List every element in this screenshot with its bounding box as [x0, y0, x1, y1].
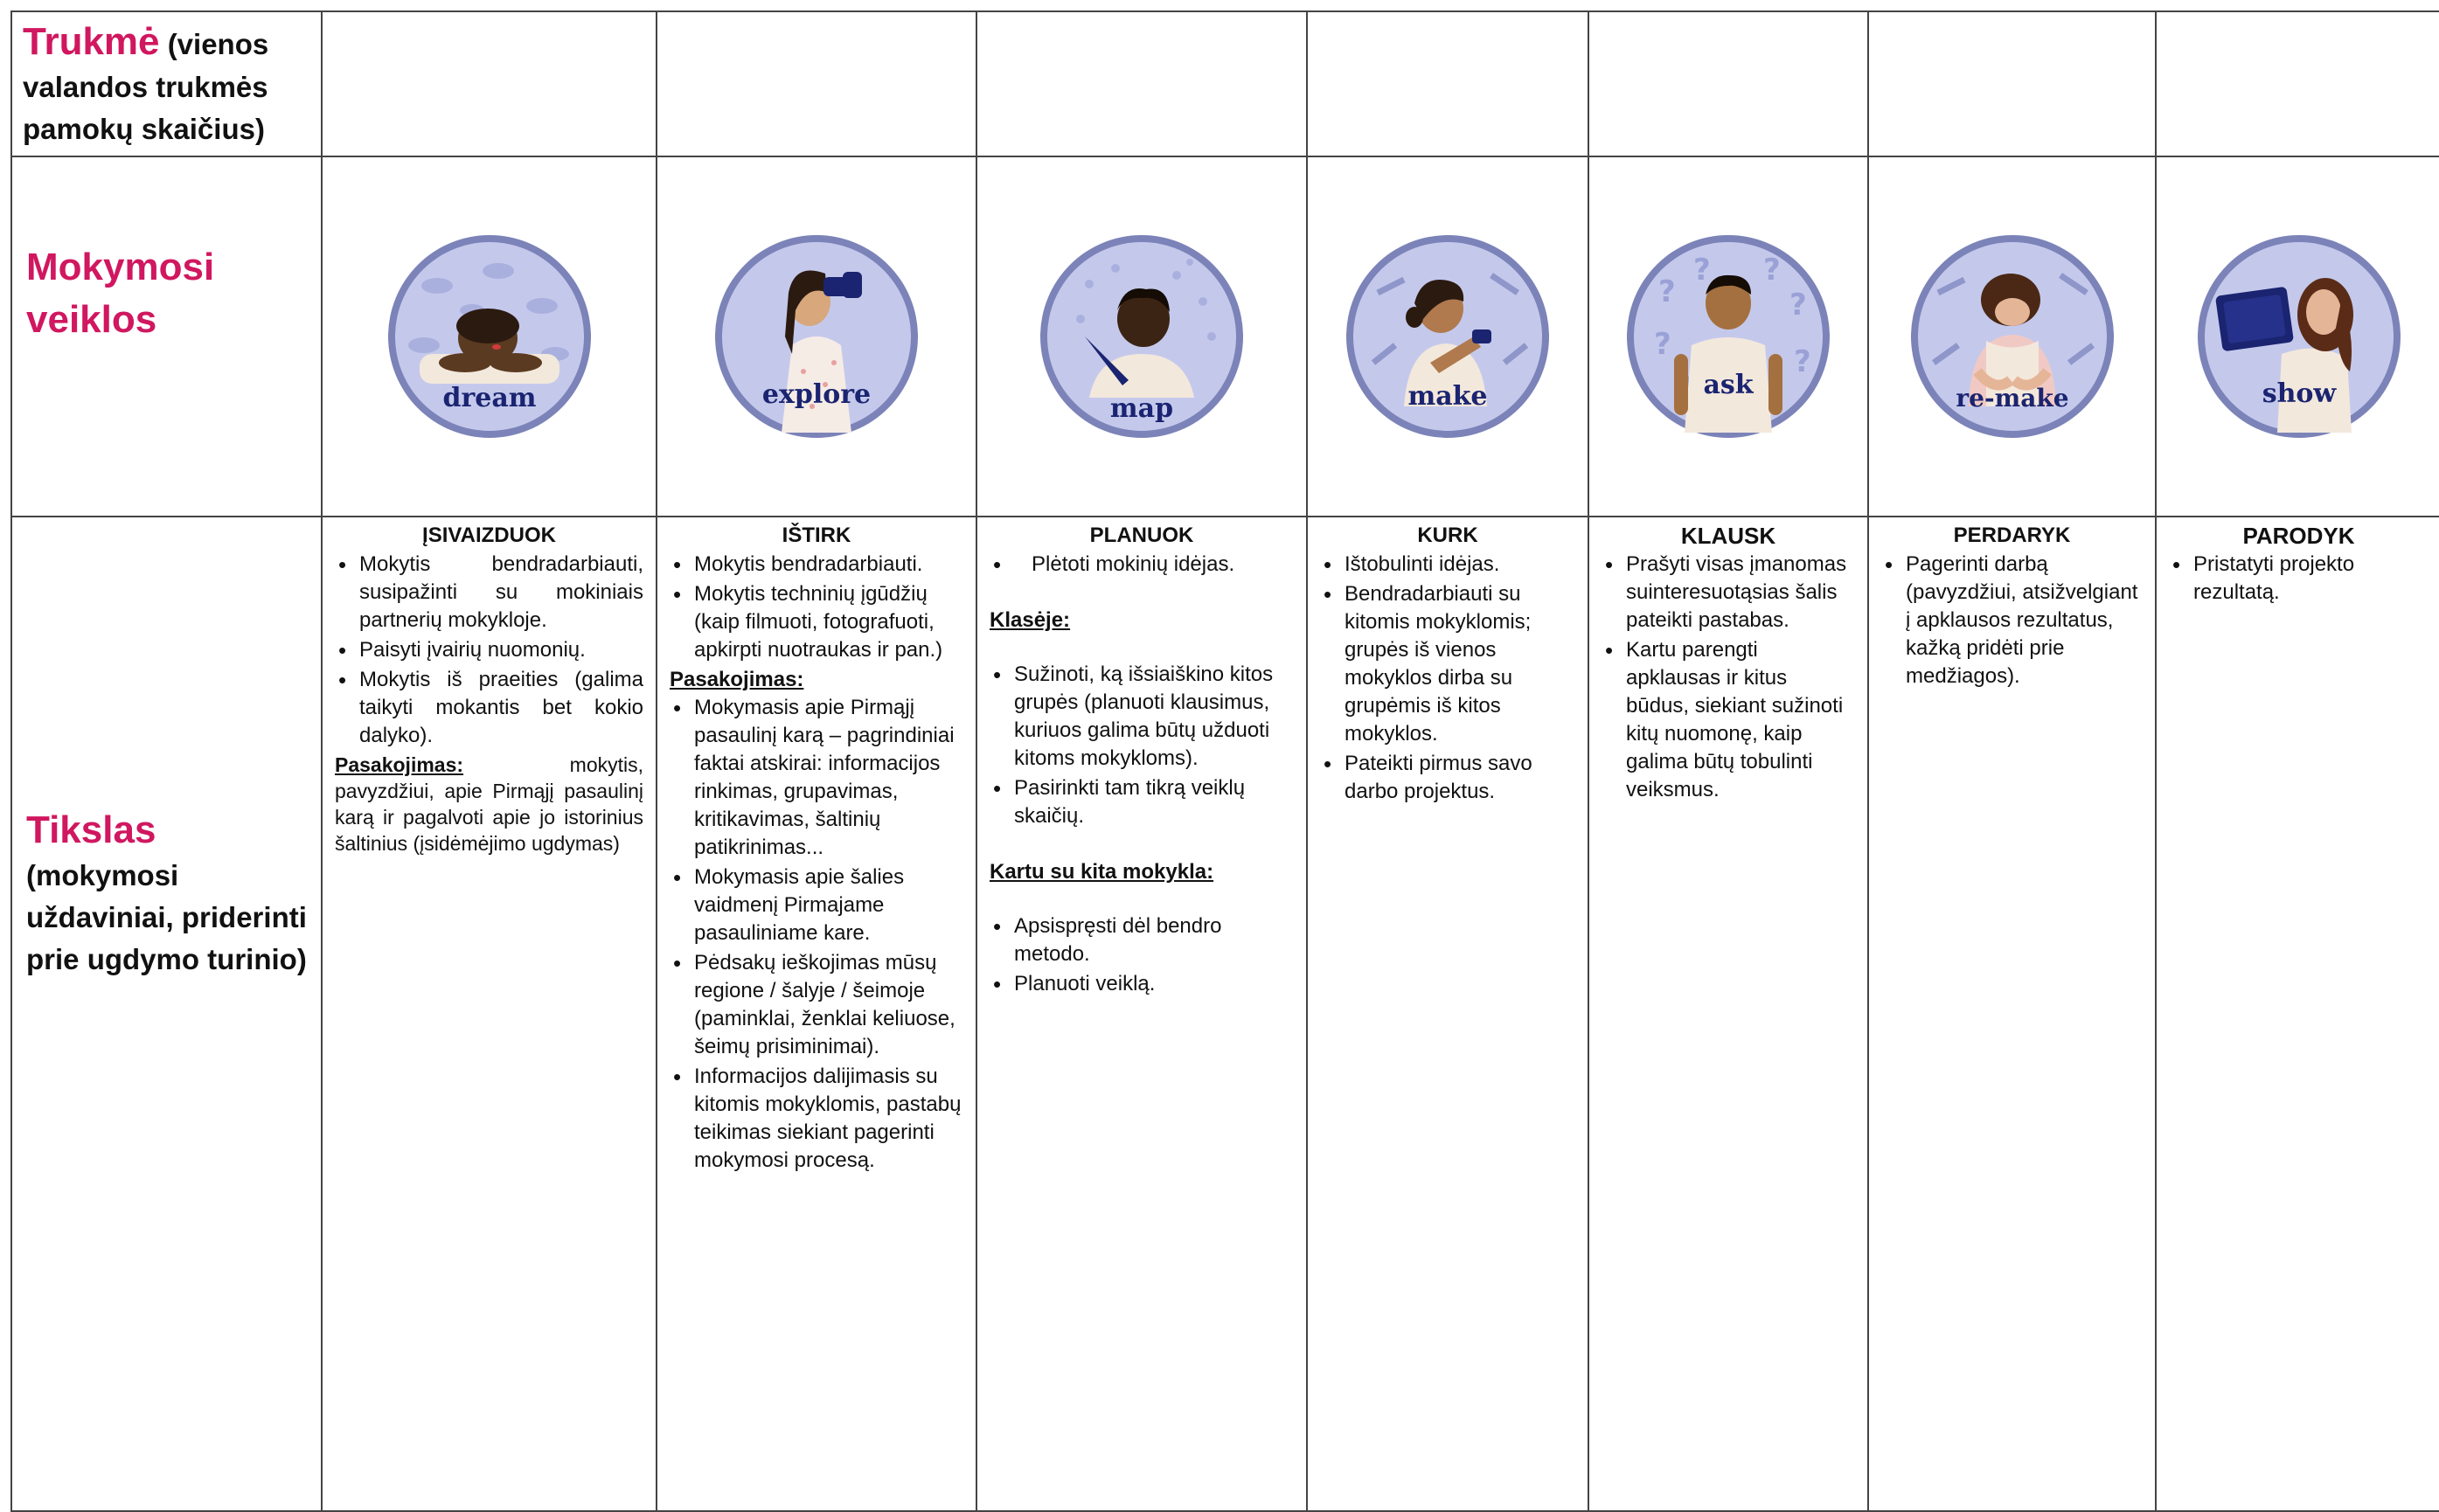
building-girl-icon [1343, 232, 1553, 441]
writing-child-icon [1037, 232, 1247, 441]
column-heading-make: KURK [1417, 524, 1478, 547]
story-label: Pasakojimas: [335, 753, 464, 776]
list-item: • Kartu parengti apklausas ir kitus būdus, siekiant sužinoti kitų nuomonę, kaip galima būtų tobulinti veiksmus. [1602, 636, 1855, 804]
ask-label: ask [1703, 370, 1754, 400]
duration-row [11, 11, 2439, 156]
story-paragraph [335, 752, 643, 857]
column-imagine [322, 517, 657, 1511]
list-item: • Planuoti veiklą. [990, 970, 1294, 998]
duration-cell-4[interactable] [1307, 11, 1588, 156]
class-label: Klasėje: [990, 608, 1071, 632]
icon-cell-explore [657, 156, 976, 517]
other-school-label: Kartu su kita mokykla: [990, 860, 1214, 884]
spacer [990, 832, 1294, 858]
list-item: • Plėtoti mokinių idėjas. [990, 551, 1294, 579]
list-item: • Pateikti pirmus savo darbo projektus. [1320, 750, 1575, 806]
column-heading-remake: PERDARYK [1953, 524, 2071, 547]
list-item: • Pėdsakų ieškojimas mūsų regione / šalyje / šeimoje (paminklai, ženklai keliuose, šeimų prisiminimai). [670, 949, 963, 1061]
list-item: • Mokymasis apie šalies vaidmenį Pirmajame pasauliniame kare. [670, 864, 963, 947]
lesson-plan-table [10, 10, 2439, 1512]
goal-subtitle: (mokymosi uždaviniai, priderinti prie ugdymo turinio) [26, 859, 307, 975]
explore-label: explore [761, 379, 872, 410]
goal-label-cell [11, 517, 322, 1511]
presenting-girl-icon [2194, 232, 2404, 441]
list-item: • Mokytis bendradarbiauti, susipažinti su mokiniais partnerių mokykloje. [335, 551, 643, 635]
spacer [990, 580, 1294, 607]
duration-title: Trukmė [23, 20, 160, 63]
spacer [990, 635, 1294, 661]
column-make [1307, 517, 1588, 1511]
asking-boy-icon [1623, 232, 1833, 441]
goal-title: Tikslas [26, 808, 156, 851]
column-ask [1588, 517, 1868, 1511]
remaking-girl-icon [1907, 232, 2117, 441]
list-item: • Mokytis bendradarbiauti. [670, 551, 963, 579]
show-label: show [2262, 378, 2336, 409]
column-heading-imagine: ĮSIVAIZDUOK [422, 524, 556, 547]
list-item: • Mokytis iš praeities (galima taikyti mokantis bet kokio dalyko). [335, 666, 643, 750]
svg-text:?: ? [1658, 274, 1676, 309]
dream-label: dream [441, 383, 537, 413]
icon-cell-show [2156, 156, 2439, 517]
list-item: • Bendradarbiauti su kitomis mokyklomis; grupės iš vienos mokyklos dirba su grupėmis iš kitos mokyklos. [1320, 580, 1575, 748]
make-label: make [1407, 381, 1488, 412]
icon-cell-map [976, 156, 1307, 517]
icon-cell-remake [1868, 156, 2156, 517]
icon-cell-dream [322, 156, 657, 517]
remake-label: re-make [1955, 384, 2069, 413]
list-item: • Pasirinkti tam tikrą veiklų skaičių. [990, 774, 1294, 830]
list-item: • Apsispręsti dėl bendro metodo. [990, 912, 1294, 968]
column-heading-plan: PLANUOK [1089, 524, 1194, 547]
svg-text:?: ? [1789, 288, 1807, 323]
duration-subtitle: (vienos valandos trukmės pamokų skaičius) [23, 28, 269, 145]
duration-cell-5[interactable] [1588, 11, 1868, 156]
duration-cell-6[interactable] [1868, 11, 2156, 156]
activities-row [11, 156, 2439, 517]
dreaming-child-icon [385, 232, 594, 441]
duration-label-cell [11, 11, 322, 156]
story-label: Pasakojimas: [670, 668, 804, 691]
goal-row [11, 517, 2439, 1511]
list-item: • Pristatyti projekto rezultatą. [2169, 551, 2429, 607]
duration-cell-3[interactable] [976, 11, 1307, 156]
activities-label-cell [11, 156, 322, 517]
svg-text:?: ? [1654, 327, 1671, 362]
list-item: • Informacijos dalijimasis su kitomis mokyklomis, pastabų teikimas siekiant pagerinti mokymosi procesą. [670, 1063, 963, 1175]
icon-cell-ask [1588, 156, 1868, 517]
list-item: • Prašyti visas įmanomas suinteresuotąsias šalis pateikti pastabas. [1602, 551, 1855, 635]
spacer [990, 886, 1294, 912]
duration-cell-7[interactable] [2156, 11, 2439, 156]
column-show [2156, 517, 2439, 1511]
column-plan [976, 517, 1307, 1511]
list-item: • Ištobulinti idėjas. [1320, 551, 1575, 579]
svg-text:?: ? [1763, 253, 1781, 288]
duration-cell-2[interactable] [657, 11, 976, 156]
svg-text:?: ? [1794, 344, 1811, 379]
binoculars-girl-icon [712, 232, 921, 441]
column-remake [1868, 517, 2156, 1511]
list-item: • Mokytis techninių įgūdžių (kaip filmuoti, fotografuoti, apkirpti nuotraukas ir pan.) [670, 580, 963, 664]
duration-cell-1[interactable] [322, 11, 657, 156]
column-heading-ask: KLAUSK [1680, 523, 1776, 549]
svg-text:?: ? [1693, 253, 1711, 288]
column-explore [657, 517, 976, 1511]
column-heading-explore: IŠTIRK [782, 524, 851, 547]
list-item: • Mokymasis apie Pirmąjį pasaulinį karą – pagrindiniai faktai atskirai: informacijos rinkimas, grupavimas, kritikavimas, šaltinių patikrinimas... [670, 694, 963, 862]
list-item: • Paisyti įvairių nuomonių. [335, 636, 643, 664]
list-item: • Sužinoti, ką išsiaiškino kitos grupės (planuoti klausimus, kuriuos galima būtų užduoti kitoms mokykloms). [990, 661, 1294, 773]
column-heading-show: PARODYK [2242, 523, 2355, 549]
activities-title: Mokymosi veiklos [26, 246, 215, 341]
list-item: • Pagerinti darbą (pavyzdžiui, atsižvelgiant į apklausos rezultatus, kažką pridėti prie medžiagos). [1881, 551, 2143, 690]
map-label: map [1109, 393, 1174, 424]
icon-cell-make [1307, 156, 1588, 517]
story-text: mokytis, pavyzdžiui, apie Pirmąjį pasaulinį karą ir pagalvoti apie jo istorinius šaltinius (įsidėmėjimo ugdymas) [335, 753, 643, 855]
